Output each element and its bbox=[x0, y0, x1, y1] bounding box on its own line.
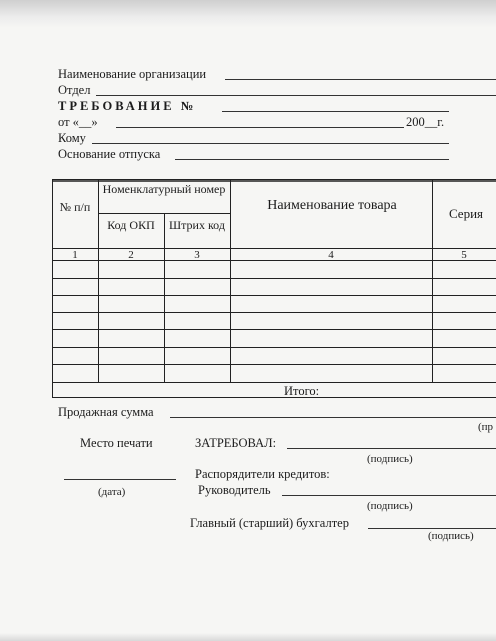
col-number-4: 4 bbox=[328, 249, 334, 261]
requested-label: ЗАТРЕБОВАЛ: bbox=[195, 436, 277, 450]
col-header-series: Серия bbox=[448, 206, 484, 221]
year-suffix: 200__г. bbox=[406, 115, 445, 129]
col-header-code-okp: Код ОКП bbox=[107, 218, 155, 232]
credit-managers-label: Распорядители кредитов: bbox=[195, 467, 330, 481]
sale-sum-label: Продажная сумма bbox=[58, 405, 154, 419]
basis-label: Основание отпуска bbox=[58, 147, 161, 161]
sale-sum-note: (пр bbox=[478, 421, 494, 433]
col-number-5: 5 bbox=[461, 249, 467, 261]
head-signature-caption: (подпись) bbox=[367, 500, 413, 512]
col-header-nomenclature: Номенклатурный номер bbox=[102, 182, 226, 196]
date-line bbox=[64, 479, 176, 480]
head-label: Руководитель bbox=[198, 483, 271, 497]
date-prefix: от «__» bbox=[58, 115, 98, 129]
col-header-num: № п/п bbox=[59, 200, 91, 214]
col-header-product-name: Наименование товара bbox=[267, 198, 397, 213]
accountant-signature-caption: (подпись) bbox=[428, 530, 474, 542]
dept-label: Отдел bbox=[58, 83, 91, 97]
to-label: Кому bbox=[58, 131, 86, 145]
requested-signature-caption: (подпись) bbox=[367, 453, 413, 465]
scan-bottom-shadow bbox=[0, 633, 496, 641]
stamp-place-label: Место печати bbox=[80, 436, 153, 450]
col-header-barcode: Штрих код bbox=[169, 218, 225, 232]
requested-signature-line bbox=[287, 448, 496, 449]
col-number-1: 1 bbox=[72, 249, 78, 261]
sale-sum-field-line bbox=[170, 417, 496, 418]
date-caption: (дата) bbox=[98, 486, 126, 498]
chief-accountant-label: Главный (старший) бухгалтер bbox=[190, 516, 349, 530]
total-label: Итого: bbox=[284, 384, 320, 398]
col-number-3: 3 bbox=[194, 249, 200, 261]
col-number-2: 2 bbox=[128, 249, 134, 261]
head-signature-line bbox=[282, 495, 496, 496]
document-title: ТРЕБОВАНИЕ № bbox=[58, 99, 197, 113]
org-label: Наименование организации bbox=[58, 67, 207, 81]
